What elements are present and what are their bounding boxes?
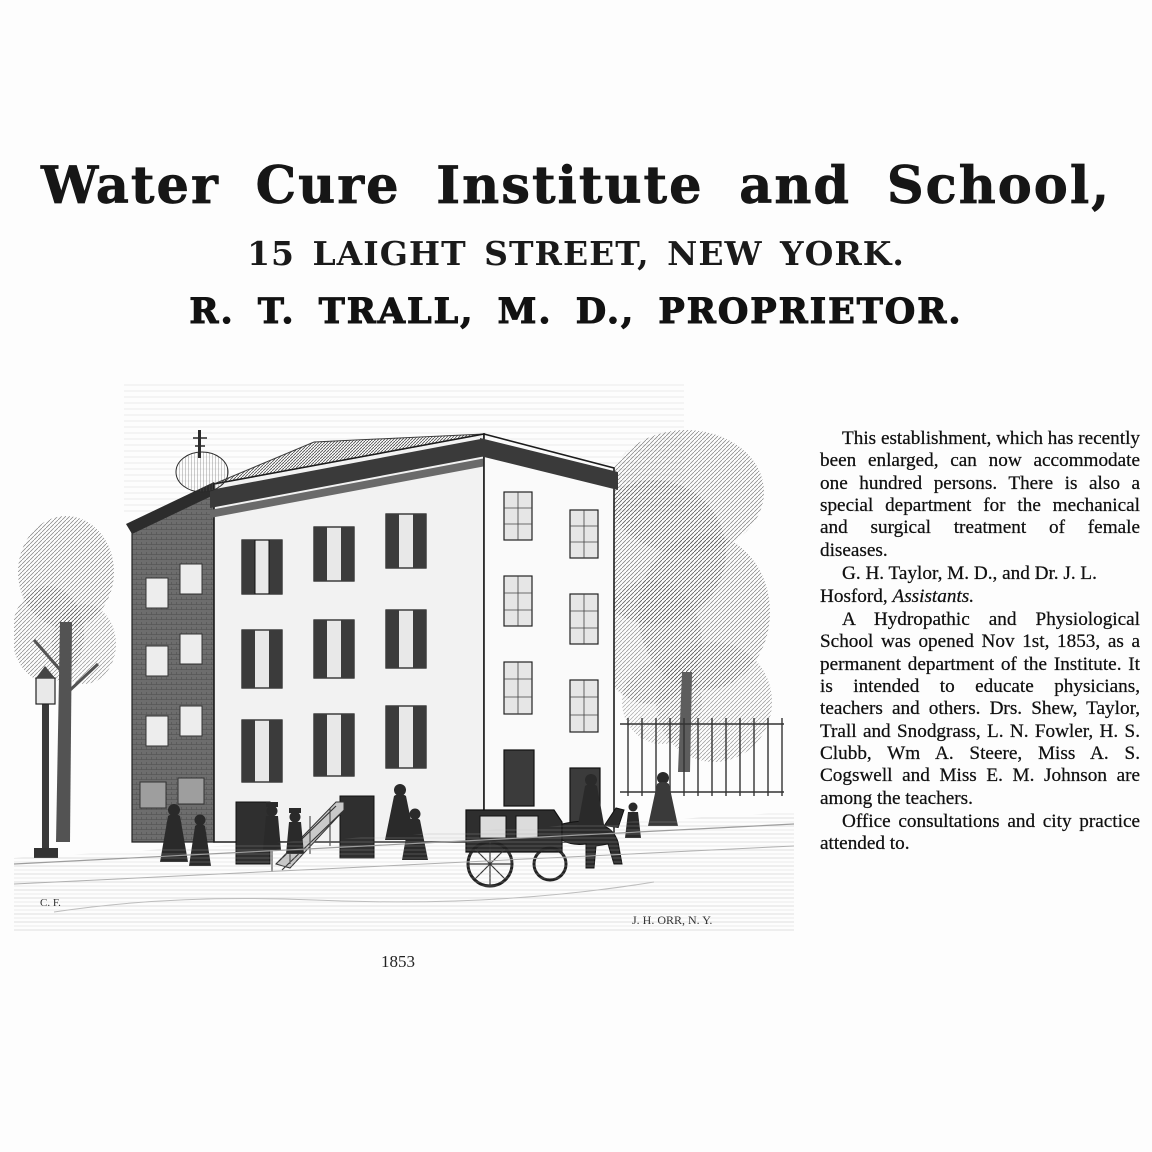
building-right-wing [480,434,618,842]
ad-proprietor: R. T. TRALL, M. D., PROPRIETOR. [189,290,963,332]
artist-signature: C. F. [40,897,61,909]
assistants-label: Assistants. [892,585,975,607]
body-paragraph-2 [820,563,1140,608]
assistants-text: G. H. Taylor, M. D., and Dr. J. L. Hosford, [820,563,1097,607]
building-main-facade [210,434,486,872]
engraver-signature: J. H. ORR, N. Y. [632,913,713,927]
tree-left [14,516,116,842]
lamppost [34,666,58,858]
ad-heading-block [0,156,1152,332]
body-paragraph-4: Office consultations and city practice attended to. [820,811,1140,855]
ad-body-column [820,428,1140,857]
year-caption: 1853 [381,952,415,971]
building-left-wing [126,482,220,842]
page-title: Water Cure Institute and School, [41,156,1111,216]
ad-address: 15 LAIGHT STREET, NEW YORK. [247,233,905,273]
building-engraving [14,372,794,972]
body-paragraph-3: A Hydropathic and Physiological School was opened Nov 1st, 1853, as a permanent department of the Institute. It is intended to educate physicians, teachers and others. Drs. Shew, Taylor, Trall and Snodgrass, L. N. Fowler, H. S. Clubb, Wm A. Steere, Miss A. S. Cogswell and Miss E. M. Johnson are among the teachers. [820,608,1140,809]
body-paragraph-1: This establishment, which has recently been enlarged, can now accommodate one hundred persons. There is also a special department for the mechanical and surgical treatment of female diseases. [820,428,1140,561]
